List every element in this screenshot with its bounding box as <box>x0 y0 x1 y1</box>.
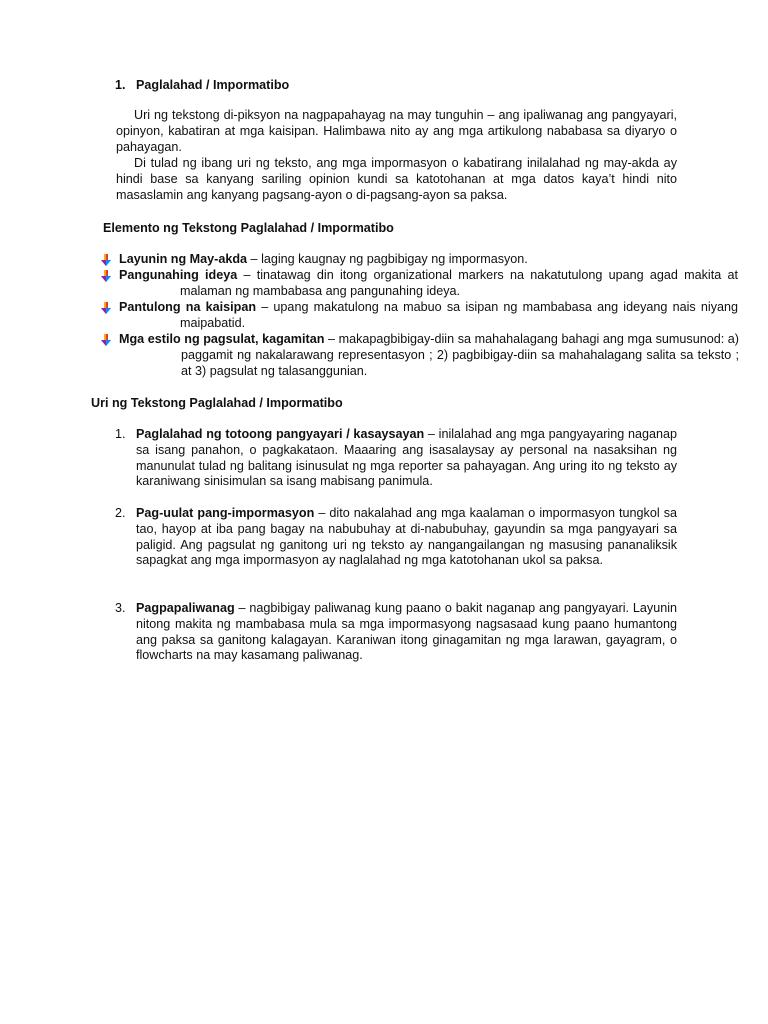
elemento-term: Pantulong na kaisipan <box>119 300 257 314</box>
elemento-text: – upang makatulong na mabuo sa isipan ng mambabasa ang ideyang nais niyang maipabatid. <box>180 300 739 330</box>
elemento-text: – makapagbibigay-diin sa mahahalagang bahagi ang mga sumusunod: a) paggamit ng nakalarawang representasyon ; 2) pagbibigay-diin sa mahahalagang salita sa teksto ; at 3) pagsulat ng talasanggunian. <box>181 332 739 378</box>
elemento-item <box>119 252 677 268</box>
section-title: Paglalahad / Impormatibo <box>136 78 290 92</box>
elemento-item <box>119 332 739 379</box>
elemento-text: – tinatawag din itong organizational markers na nakatutulong upang agad makita at malaman ng mambabasa ang pangunahing ideya. <box>180 268 738 298</box>
second-paragraph-text: Di tulad ng ibang uri ng teksto, ang mga impormasyon o kabatirang inilalahad ng may-akda ay hindi base sa kanyang sariling opinion kundi sa katotohanan at mga datos kaya’t hindi nito masaslamin ang kanyang pagsang-ayon o di-pagsang-ayon sa paksa. <box>116 156 677 202</box>
arrow-bullet-icon <box>101 302 111 314</box>
uri-item-number: 1. <box>115 427 126 441</box>
uri-item-number: 3. <box>115 601 126 615</box>
elemento-item <box>119 268 738 300</box>
arrow-bullet-icon <box>101 270 111 282</box>
elemento-heading: Elemento ng Tekstong Paglalahad / Impormatibo <box>103 221 394 235</box>
uri-item <box>136 601 677 664</box>
uri-term: Pagpapaliwanag <box>136 601 235 615</box>
elemento-term: Pangunahing ideya <box>119 268 238 282</box>
section-number: 1. <box>115 78 126 92</box>
arrow-bullet-icon <box>101 334 111 346</box>
uri-term: Pag-uulat pang-impormasyon <box>136 506 315 520</box>
intro-paragraph <box>116 108 677 155</box>
elemento-text: – laging kaugnay ng pagbibigay ng impormasyon. <box>247 252 528 266</box>
uri-term: Paglalahad ng totoong pangyayari / kasaysayan <box>136 427 425 441</box>
second-paragraph <box>116 156 677 203</box>
uri-text: – inilalahad ang mga pangyayaring naganap sa isang panahon, o pagkakataon. Maaaring ang isasalaysay ay personal na nasaksihan ng manunulat tulad ng balitang isinusulat ng mga reporter sa pahayagan. Ang uring ito ng teksto ay karaniwang sinisimulan sa isang mabisang panimula. <box>136 427 678 489</box>
intro-paragraph-text: Uri ng tekstong di-piksyon na nagpapahayag na may tunguhin – ang ipaliwanag ang pangyayari, opinyon, kabatiran at mga kaisipan. Halimbawa nito ay ang mga artikulong nababasa sa diyaryo o pahayagan. <box>116 108 677 154</box>
uri-item <box>136 506 677 569</box>
uri-item-number: 2. <box>115 506 126 520</box>
elemento-term: Layunin ng May-akda <box>119 252 248 266</box>
uri-heading: Uri ng Tekstong Paglalahad / Impormatibo <box>91 396 343 410</box>
uri-text: – dito nakalahad ang mga kaalaman o impormasyon tungkol sa tao, hayop at iba pang bagay na nabubuhay at di-nabubuhay, gayundin sa mga pangyayari sa paligid. Ang pagsulat ng ganitong uri ng teksto ay nangangailangan ng masusing pananaliksik sapagkat ang mga impormasyon ay naglalahad ng mga katotohanan ukol sa paksa. <box>136 506 677 568</box>
arrow-bullet-icon <box>101 254 111 266</box>
elemento-item <box>119 300 738 332</box>
uri-item <box>136 427 677 490</box>
elemento-term: Mga estilo ng pagsulat, kagamitan <box>119 332 325 346</box>
uri-text: – nagbibigay paliwanag kung paano o bakit naganap ang pangyayari. Layunin nitong makita ng mambabasa mula sa mga impormasyong nagsasaad kung paano humantong ang paksa sa ganitong kalagayan. Karaniwan itong ginagamitan ng mga larawan, gayagram, o flowcharts na may kasamang paliwanag. <box>136 601 677 663</box>
